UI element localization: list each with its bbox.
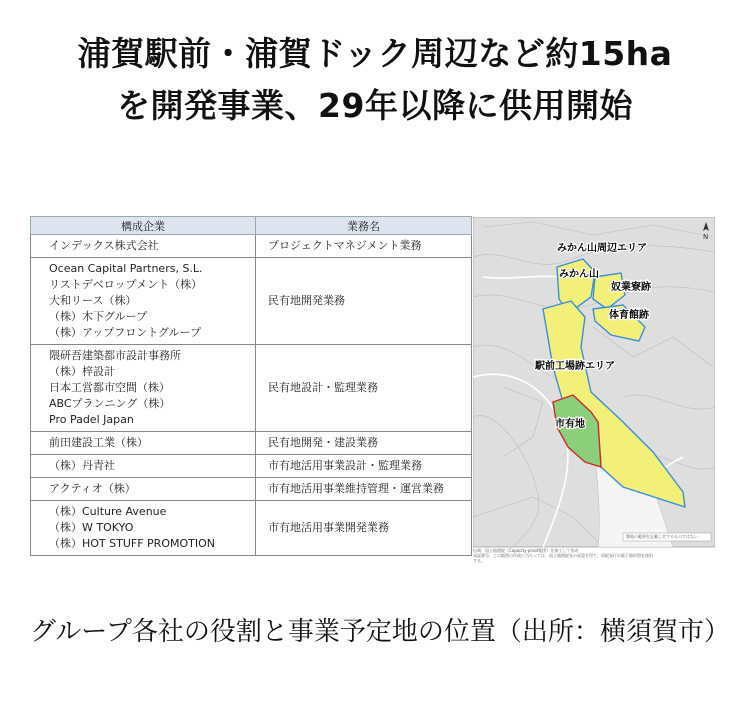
headline-line-2: を開発事業、29年以降に供用開始	[117, 86, 633, 125]
company-name: Pro Padel Japan	[49, 413, 134, 426]
label-station: 駅前工場跡エリア	[535, 361, 615, 372]
headline	[0, 28, 750, 132]
headline-line-1: 浦賀駅前・浦賀ドック周辺など約15ha	[77, 34, 673, 73]
site-map-svg	[473, 217, 715, 560]
footnote-line-2: 承認番号：この地図の作成に当たっては、国土地理院長の承認を得て、同院発行の電子地形図を使用	[473, 553, 653, 558]
table-row	[31, 345, 472, 432]
table-row	[31, 501, 472, 556]
company-name: 前田建設工業（株）	[49, 436, 148, 449]
company-cell	[31, 235, 256, 258]
company-name: 隈研吾建築都市設計事務所	[49, 349, 181, 362]
site-map	[473, 217, 715, 560]
table-header-row	[31, 217, 472, 235]
company-cell	[31, 432, 256, 455]
label-mikan-area: みかん山周辺エリア	[557, 243, 647, 254]
label-kanryo: 奴業寮跡	[611, 282, 651, 293]
footnote-line-1: 出典：国土地理院（Capacity-proof地図）を加工して作成	[473, 548, 579, 553]
label-city-land: 市有地	[555, 419, 585, 430]
company-name: （株）アップフロントグループ	[49, 326, 202, 339]
company-name: インデックス株式会社	[49, 239, 159, 252]
company-name: リストデベロップメント（株）	[49, 278, 203, 291]
role-cell: プロジェクトマネジメント業務	[256, 235, 472, 258]
company-name: （株）丹青社	[49, 459, 115, 472]
table-row	[31, 478, 472, 501]
header-companies: 構成企業	[31, 217, 256, 235]
company-name: （株）Culture Avenue	[49, 505, 167, 518]
company-name: （株）木下グループ	[49, 310, 148, 323]
role-cell: 市有地活用事業維持管理・運営業務	[256, 478, 472, 501]
company-name: 大和リース（株）	[49, 294, 137, 307]
company-cell	[31, 501, 256, 556]
company-cell	[31, 455, 256, 478]
company-name: （株）W TOKYO	[49, 521, 134, 534]
company-cell	[31, 478, 256, 501]
figure-caption: グループ各社の役割と事業予定地の位置（出所：横須賀市）	[30, 617, 730, 647]
map-footnote	[473, 548, 715, 563]
north-label: N	[703, 233, 709, 241]
role-table	[30, 216, 472, 556]
footnote-line-3: する。	[473, 558, 485, 563]
company-name: （株）HOT STUFF PROMOTION	[49, 537, 215, 550]
company-name: Ocean Capital Partners, S.L.	[49, 262, 203, 275]
role-cell: 民有地開発業務	[256, 258, 472, 345]
company-name: 日本工営都市空間（株）	[49, 381, 170, 394]
table-row	[31, 258, 472, 345]
table-row	[31, 455, 472, 478]
company-cell	[31, 258, 256, 345]
figure	[0, 205, 750, 563]
label-gym: 体育館跡	[609, 310, 649, 321]
company-name: アクティオ（株）	[49, 482, 136, 495]
table-row	[31, 235, 472, 258]
role-cell: 市有地活用事業開発業務	[256, 501, 472, 556]
role-cell: 市有地活用事業設計・監理業務	[256, 455, 472, 478]
table-row	[31, 432, 472, 455]
table-body	[31, 235, 472, 556]
company-name: （株）梓設計	[49, 365, 115, 378]
label-mikan: みかん山	[559, 269, 599, 280]
role-cell: 民有地設計・監理業務	[256, 345, 472, 432]
company-cell	[31, 345, 256, 432]
header-role: 業務名	[256, 217, 472, 235]
company-name: ABCプランニング（株）	[49, 397, 171, 410]
legend-note: 整地の範囲を記載し定するものではない	[626, 534, 698, 539]
role-cell: 民有地開発・建設業務	[256, 432, 472, 455]
